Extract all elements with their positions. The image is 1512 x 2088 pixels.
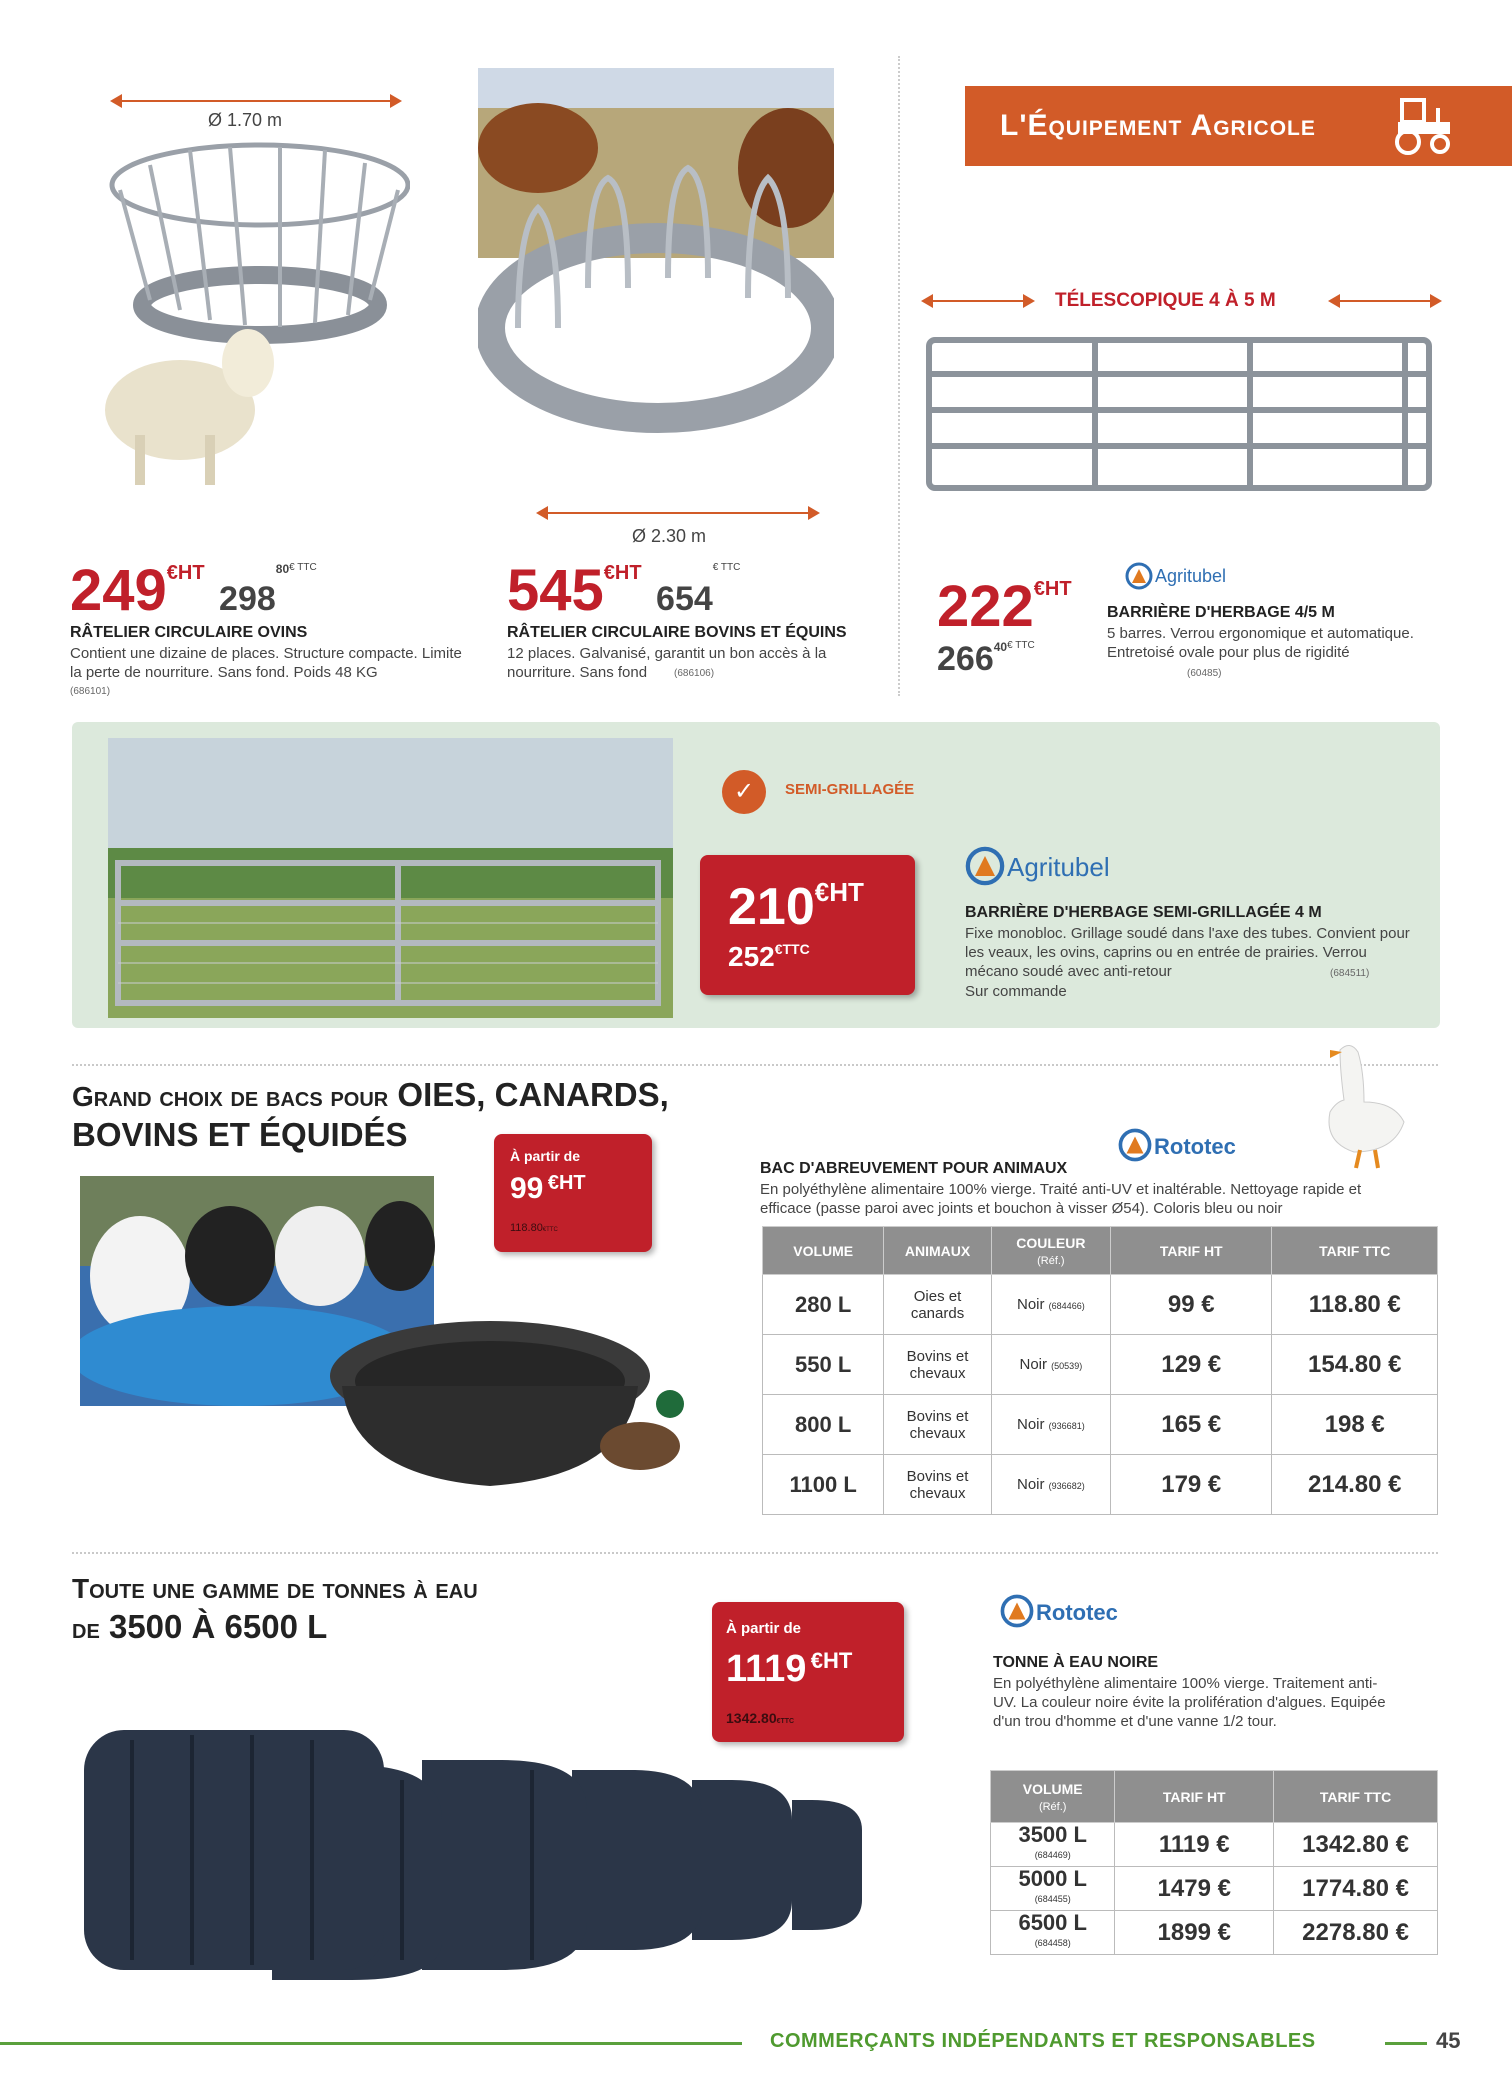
col-header: COULEUR (Réf.) — [991, 1227, 1110, 1275]
cell-ht: 165 € — [1111, 1395, 1272, 1455]
badge-label: SEMI-GRILLAGÉE — [785, 781, 915, 798]
cell-volume: 5000 L (684455) — [991, 1867, 1115, 1911]
from-price: 99 — [510, 1172, 544, 1205]
section-title — [72, 1076, 792, 1154]
product-title: BAC D'ABREUVEMENT POUR ANIMAUX — [760, 1160, 1068, 1177]
cell-animaux: Bovins et chevaux — [884, 1335, 991, 1395]
price-box — [700, 855, 915, 995]
price-ttc: 654 — [656, 580, 713, 618]
section-title-c: BOVINS ET ÉQUIDÉS — [72, 1116, 408, 1153]
cell-couleur: Noir (936682) — [991, 1455, 1110, 1515]
col-header: VOLUME (Réf.) — [991, 1771, 1115, 1823]
price-ttc-suffix: € TTC — [289, 562, 317, 573]
cell-volume: 550 L — [763, 1335, 884, 1395]
rototec-logo-icon — [1000, 1594, 1034, 1628]
from-ttc: 1342.80 — [726, 1710, 777, 1726]
ovins-rack-image — [80, 135, 410, 495]
col-header: TARIF HT — [1115, 1771, 1274, 1823]
price-ht: 222 — [937, 574, 1034, 639]
from-suffix: €HT — [547, 1172, 586, 1194]
cell-couleur: Noir (684466) — [991, 1275, 1110, 1335]
price-ttc-suffix: €TTC — [774, 941, 810, 957]
product-description: Contient une dizaine de places. Structure compacte. Limite la perte de nourriture. Sans fond. Poids 48 KG — [70, 645, 462, 681]
section-divider — [72, 1064, 1438, 1066]
col-header: TARIF TTC — [1274, 1771, 1438, 1823]
product-description: En polyéthylène alimentaire 100% vierge. Traité anti-UV et inaltérable. Nettoyage rapide et efficace (passe paroi avec joints et bouchon à visser Ø54). Coloris bleu ou noir — [760, 1181, 1362, 1217]
from-ttc: 118.80 — [510, 1222, 543, 1234]
table-row — [763, 1395, 1438, 1455]
product-ref: (684511) — [1330, 968, 1370, 979]
from-price: 1119 — [726, 1648, 807, 1690]
price-ht-suffix: €HT — [1033, 578, 1072, 600]
cell-ht: 99 € — [1111, 1275, 1272, 1335]
dimension-label: Ø 2.30 m — [632, 526, 707, 546]
price-ttc-suffix: € TTC — [1007, 640, 1035, 651]
from-label: À partir de — [726, 1620, 802, 1637]
table-row — [991, 1823, 1438, 1867]
water-trough-image — [80, 1176, 700, 1506]
cell-animaux: Bovins et chevaux — [884, 1455, 991, 1515]
cell-couleur: Noir (936681) — [991, 1395, 1110, 1455]
section-title — [72, 1568, 712, 1648]
product-description: Fixe monobloc. Grillage soudé dans l'axe des tubes. Convient pour les veaux, les ovins, caprins ou en entrée de prairies. Verrou mécano soudé avec anti-retour — [965, 925, 1410, 980]
table-row — [763, 1335, 1438, 1395]
cell-ttc: 154.80 € — [1272, 1335, 1438, 1395]
cell-ttc: 1774.80 € — [1274, 1867, 1438, 1911]
col-header: TARIF HT — [1111, 1227, 1272, 1275]
price-ht: 249 — [70, 558, 167, 623]
price-ht-suffix: €HT — [603, 562, 642, 584]
brand-name: Agritubel — [1155, 566, 1227, 586]
cell-volume: 280 L — [763, 1275, 884, 1335]
barriere-price — [937, 574, 1072, 639]
price-ttc: 266 — [937, 640, 994, 678]
section-title-a: Grand choix de bacs pour — [72, 1081, 389, 1112]
from-label: À partir de — [510, 1148, 581, 1164]
dimension-arrow — [548, 512, 808, 514]
table-row — [991, 1911, 1438, 1955]
tank-price-table — [990, 1770, 1438, 1955]
price-ttc-suffix: € TTC — [712, 562, 741, 573]
brand-name: Rototec — [1036, 1600, 1118, 1625]
check-icon: ✓ — [722, 770, 766, 814]
cell-ht: 1479 € — [1115, 1867, 1274, 1911]
price-ht: 210 — [728, 878, 815, 936]
from-suffix: €HT — [810, 1648, 853, 1673]
semi-grillage-gate-image — [108, 738, 673, 1018]
ovins-price — [70, 558, 317, 623]
price-ttc: 298 — [219, 580, 276, 618]
cell-ht: 1899 € — [1115, 1911, 1274, 1955]
price-ht: 545 — [507, 558, 604, 623]
cell-volume: 800 L — [763, 1395, 884, 1455]
cell-volume: 3500 L (684469) — [991, 1823, 1115, 1867]
trough-price-table — [762, 1226, 1438, 1515]
cell-animaux: Bovins et chevaux — [884, 1395, 991, 1455]
price-ttc-cents: 80 — [275, 562, 290, 576]
dimension-arrow-left — [933, 300, 1023, 302]
price-ttc-cents: 40 — [993, 640, 1008, 654]
cell-volume: 1100 L — [763, 1455, 884, 1515]
product-ref: (686106) — [674, 668, 715, 679]
product-note: Sur commande — [965, 983, 1067, 1000]
agritubel-logo-icon — [1125, 562, 1153, 590]
cell-ttc: 2278.80 € — [1274, 1911, 1438, 1955]
col-header: TARIF TTC — [1272, 1227, 1438, 1275]
footer-tagline: COMMERÇANTS INDÉPENDANTS ET RESPONSABLES — [770, 2030, 1316, 2052]
cell-ttc: 198 € — [1272, 1395, 1438, 1455]
cell-ttc: 1342.80 € — [1274, 1823, 1438, 1867]
dimension-label: TÉLESCOPIQUE 4 À 5 M — [1055, 290, 1276, 311]
table-row — [763, 1275, 1438, 1335]
cell-volume: 6500 L (684458) — [991, 1911, 1115, 1955]
price-ht-suffix: €HT — [814, 877, 864, 907]
section-title-a: Toute une gamme de tonnes à eau — [72, 1573, 478, 1604]
product-title: RÂTELIER CIRCULAIRE BOVINS ET ÉQUINS — [507, 624, 847, 641]
footer-rule-left — [0, 2042, 742, 2045]
section-banner — [965, 86, 1512, 166]
banner-title: L'Équipement Agricole — [1000, 109, 1316, 142]
cell-ht: 1119 € — [1115, 1823, 1274, 1867]
cell-couleur: Noir (50539) — [991, 1335, 1110, 1395]
footer-rule-right — [1385, 2042, 1427, 2045]
product-title: TONNE À EAU NOIRE — [993, 1654, 1159, 1671]
dimension-arrow — [122, 100, 390, 102]
section-title-b: OIES, CANARDS, — [397, 1076, 669, 1113]
bovins-price — [507, 558, 741, 623]
from-ttc-suffix: €TTC — [776, 1718, 795, 1725]
barriere-ttc — [937, 640, 1035, 679]
section-divider — [72, 1552, 1438, 1554]
product-ref: (60485) — [1187, 668, 1222, 679]
product-description: 5 barres. Verrou ergonomique et automatique. Entretoisé ovale pour plus de rigidité — [1107, 625, 1414, 661]
from-ttc-suffix: €TTC — [542, 1227, 558, 1233]
product-title: BARRIÈRE D'HERBAGE SEMI-GRILLAGÉE 4 M — [965, 904, 1322, 921]
cell-ttc: 214.80 € — [1272, 1455, 1438, 1515]
dimension-arrow-right — [1340, 300, 1430, 302]
page-number: 45 — [1436, 2028, 1461, 2053]
cell-ht: 129 € — [1111, 1335, 1272, 1395]
cell-ttc: 118.80 € — [1272, 1275, 1438, 1335]
col-header: ANIMAUX — [884, 1227, 991, 1275]
price-ht-suffix: €HT — [166, 562, 205, 584]
cell-animaux: Oies et canards — [884, 1275, 991, 1335]
water-tanks-image — [72, 1720, 962, 1980]
column-divider — [898, 56, 900, 696]
table-row — [763, 1455, 1438, 1515]
cell-ht: 179 € — [1111, 1455, 1272, 1515]
section-title-b: de — [72, 1613, 100, 1644]
agritubel-logo-icon — [965, 846, 1005, 886]
goose-image — [1320, 1040, 1410, 1170]
col-header: VOLUME — [763, 1227, 884, 1275]
table-row — [991, 1867, 1438, 1911]
product-title: BARRIÈRE D'HERBAGE 4/5 M — [1107, 604, 1335, 621]
brand-name: Rototec — [1154, 1134, 1236, 1159]
section-title-c: 3500 À 6500 L — [108, 1608, 328, 1645]
product-ref: (686101) — [70, 686, 111, 697]
bovins-rack-image — [478, 68, 834, 468]
price-ttc: 252 — [728, 941, 775, 972]
tractor-icon — [1388, 96, 1458, 156]
gate-image — [925, 336, 1445, 496]
dimension-label: Ø 1.70 m — [208, 110, 283, 130]
brand-name: Agritubel — [1007, 852, 1110, 882]
rototec-logo-icon — [1118, 1128, 1152, 1162]
product-title: RÂTELIER CIRCULAIRE OVINS — [70, 624, 308, 641]
product-description: En polyéthylène alimentaire 100% vierge. Traitement anti-UV. La couleur noire évite la prolifération d'algues. Equipée d'un trou d'homme et d'une vanne 1/2 tour. — [993, 1675, 1386, 1730]
product-description: 12 places. Galvanisé, garantit un bon accès à la nourriture. Sans fond — [507, 645, 827, 681]
